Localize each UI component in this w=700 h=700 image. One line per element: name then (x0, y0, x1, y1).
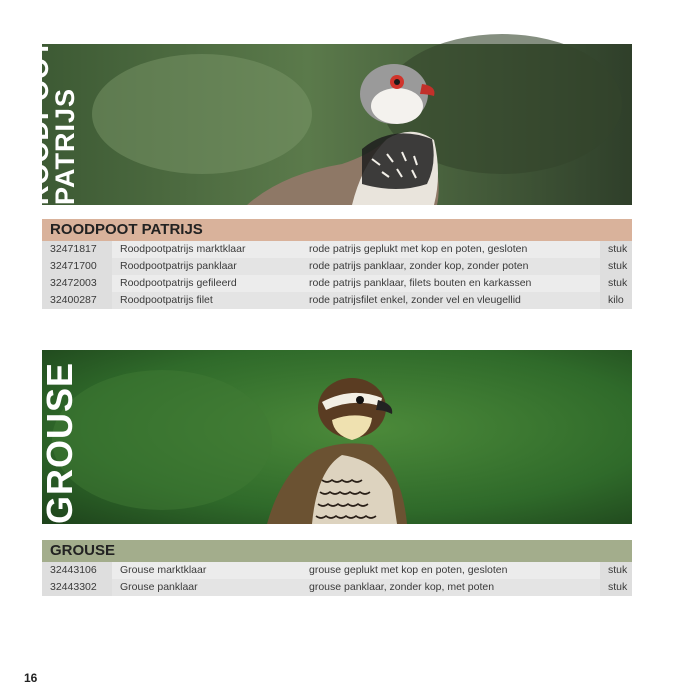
product-unit: stuk (600, 241, 632, 258)
product-name: Roodpootpatrijs filet (120, 294, 213, 306)
product-name: Grouse panklaar (120, 581, 198, 593)
partridge-side-title-line1: ROODPOOT (24, 39, 54, 205)
product-description: rode patrijs geplukt met kop en poten, gesloten (309, 243, 528, 255)
product-unit: stuk (600, 579, 632, 596)
partridge-side-title-line2: PATRIJS (50, 87, 80, 205)
table-row (42, 292, 632, 309)
grouse-hero-image (39, 350, 632, 524)
product-code: 32400287 (42, 292, 112, 309)
product-name: Roodpootpatrijs gefileerd (120, 277, 237, 289)
grouse-table-header: GROUSE (42, 540, 632, 562)
product-description: grouse geplukt met kop en poten, gesloten (309, 564, 508, 576)
product-unit: stuk (600, 562, 632, 579)
product-name: Roodpootpatrijs panklaar (120, 260, 237, 272)
product-code: 32471700 (42, 258, 112, 275)
grouse-table (42, 540, 632, 596)
table-row (42, 241, 632, 258)
table-row (42, 562, 632, 579)
product-name: Grouse marktklaar (120, 564, 207, 576)
product-code: 32471817 (42, 241, 112, 258)
product-unit: kilo (600, 292, 632, 309)
partridge-photo (42, 44, 632, 205)
partridge-side-title-text (26, 39, 78, 205)
product-code: 32443302 (42, 579, 112, 596)
product-code: 32443106 (42, 562, 112, 579)
product-description: rode patrijsfilet enkel, zonder vel en vleugellid (309, 294, 521, 306)
grouse-side-title (39, 350, 80, 524)
product-description: rode patrijs panklaar, zonder kop, zonder poten (309, 260, 529, 272)
partridge-hero-image (24, 39, 632, 205)
product-code: 32472003 (42, 275, 112, 292)
table-row (42, 258, 632, 275)
partridge-side-title (24, 39, 80, 205)
product-description: rode patrijs panklaar, filets bouten en karkassen (309, 277, 532, 289)
product-unit: stuk (600, 258, 632, 275)
partridge-table (42, 219, 632, 309)
product-unit: stuk (600, 275, 632, 292)
page-number: 16 (24, 671, 38, 685)
product-description: grouse panklaar, zonder kop, met poten (309, 581, 495, 593)
product-name: Roodpootpatrijs marktklaar (120, 243, 246, 255)
table-row (42, 275, 632, 292)
table-row (42, 579, 632, 596)
grouse-photo (39, 350, 632, 524)
partridge-table-header: ROODPOOT PATRIJS (42, 219, 632, 241)
grouse-side-title-text: GROUSE (39, 361, 80, 524)
